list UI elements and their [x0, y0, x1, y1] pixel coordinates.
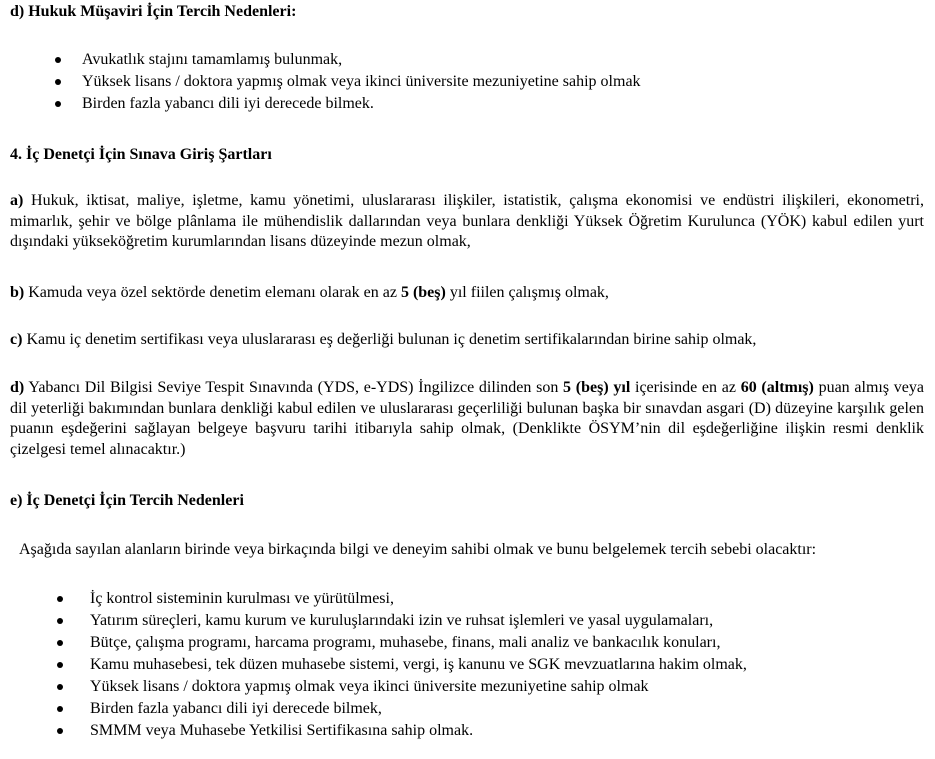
paragraph-label: d)	[10, 379, 25, 396]
list-item-text: Birden fazla yabancı dili iyi derecede bilmek,	[90, 700, 382, 717]
paragraph-text: yıl fiilen çalışmış olmak,	[445, 284, 609, 301]
paragraph-emphasis: 60 (altmış)	[740, 379, 814, 396]
paragraph-label: c)	[10, 331, 23, 348]
paragraph-emphasis: 5 (beş)	[400, 284, 446, 301]
paragraph-text: Yabancı Dil Bilgisi Seviye Tespit Sınavında (YDS, e-YDS) İngilizce dilinden son	[24, 379, 564, 396]
paragraph-text: Kamu iç denetim sertifikası veya uluslararası eş değerliği bulunan iç denetim sertifikalarından birine sahip olmak,	[22, 331, 757, 348]
bullet-icon	[55, 57, 61, 63]
bullet-icon	[57, 684, 63, 690]
section-heading-hukuk-musaviri: d) Hukuk Müşaviri İçin Tercih Nedenleri:	[10, 3, 297, 20]
bullet-icon	[55, 79, 61, 85]
bullet-icon	[57, 596, 63, 602]
list-item-text: Yüksek lisans / doktora yapmış olmak veya ikinci üniversite mezuniyetine sahip olmak	[90, 678, 649, 695]
paragraph-text: puan almış veya dil yeterliği bakımından bunlara denkliği kabul edilen ve uluslararası geçerliliği bulunan başka bir sınavdan asgari (D) düzeyine karşılık gelen puanın eşdeğerini sağlayan belgeye başvuru tarihi itibarıyla sahip olmak, (Denklikte ÖSYM’nin dil eşdeğerliğine ilişkin resmi denklik çizelgesi temel alınacaktır.)	[10, 379, 924, 458]
paragraph-d	[10, 378, 924, 460]
paragraph-label: b)	[10, 284, 25, 301]
list-item-text: Yüksek lisans / doktora yapmış olmak veya ikinci üniversite mezuniyetine sahip olmak	[82, 73, 641, 90]
section-heading-ic-denetci-tercih: e) İç Denetçi İçin Tercih Nedenleri	[10, 492, 244, 509]
paragraph-label: a)	[10, 192, 24, 209]
paragraph-text: Hukuk, iktisat, maliye, işletme, kamu yönetimi, uluslararası ilişkiler, istatistik, çalışma ekonomisi ve endüstri ilişkileri, ekonometri, mimarlık, şehir ve bölge plânlama ile mühendislik dallarından veya bunlara denkliği Yüksek Öğretim Kurulunca (YÖK) kabul edilen yurt dışındaki yükseköğretim kurumlarından lisans düzeyinde mezun olmak,	[10, 192, 924, 250]
bullet-icon	[57, 662, 63, 668]
list-item-text: Birden fazla yabancı dili iyi derecede bilmek.	[82, 95, 374, 112]
bullet-icon	[55, 101, 61, 107]
list-item-text: İç kontrol sisteminin kurulması ve yürütülmesi,	[90, 590, 394, 607]
paragraph-a	[10, 191, 924, 253]
bullet-icon	[57, 640, 63, 646]
bullet-icon	[57, 728, 63, 734]
list-item-text: SMMM veya Muhasebe Yetkilisi Sertifikasına sahip olmak.	[90, 722, 474, 739]
list-item-text: Avukatlık stajını tamamlamış bulunmak,	[82, 51, 343, 68]
paragraph-c	[10, 330, 756, 350]
list-item-text: Bütçe, çalışma programı, harcama programı, muhasebe, finans, mali analiz ve bankacılık konuları,	[90, 634, 721, 651]
list-item-text: Kamu muhasebesi, tek düzen muhasebe sistemi, vergi, iş kanunu ve SGK mevzuatlarına hakim olmak,	[90, 656, 747, 673]
section-intro-text: Aşağıda sayılan alanların birinde veya birkaçında bilgi ve deneyim sahibi olmak ve bunu belgelemek tercih sebebi olacaktır:	[19, 541, 817, 558]
paragraph-text: Kamuda veya özel sektörde denetim elemanı olarak en az	[24, 284, 401, 301]
list-item-text: Yatırım süreçleri, kamu kurum ve kuruluşlarındaki izin ve ruhsat işlemleri ve yasal uygulamaları,	[90, 612, 714, 629]
paragraph-b	[10, 283, 609, 303]
paragraph-text: içerisinde en az	[630, 379, 741, 396]
paragraph-emphasis: 5 (beş) yıl	[563, 379, 631, 396]
bullet-icon	[57, 618, 63, 624]
bullet-icon	[57, 706, 63, 712]
section-heading-ic-denetci-sinav: 4. İç Denetçi İçin Sınava Giriş Şartları	[10, 146, 272, 163]
